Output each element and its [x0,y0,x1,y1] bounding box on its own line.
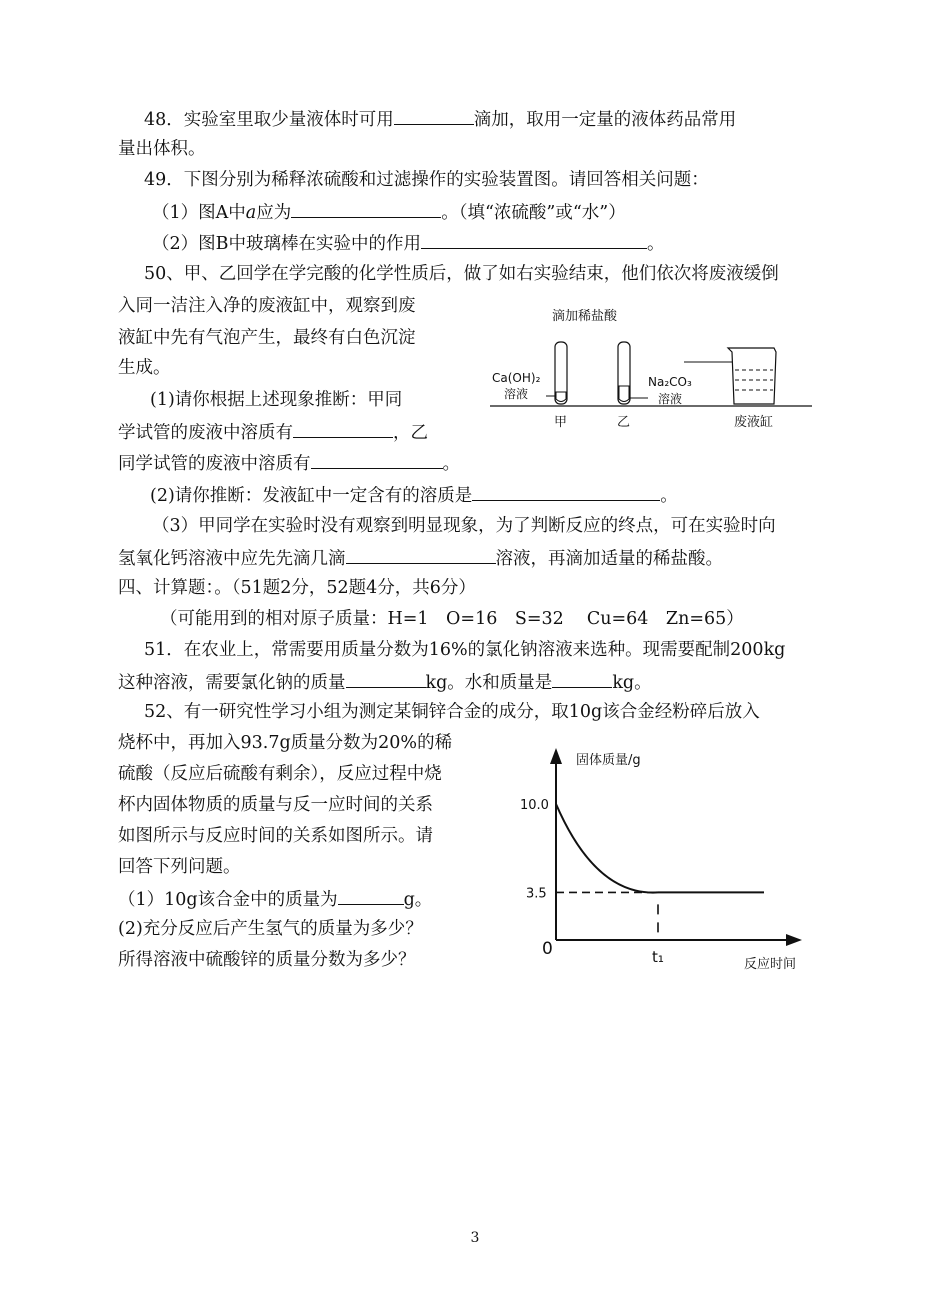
q50-part1-line2: 学试管的废液中溶质有 ，乙 [118,419,428,443]
q48-line2: 量出体积。 [118,139,206,159]
q50-line3: 液缸中先有气泡产生，最终有白色沉淀 [118,328,416,348]
q52-line5: 如图所示与反应时间的关系如图所示。请 [118,826,433,846]
atomic-masses: （可能用到的相对原子质量：H=1 O=16 S=32 Cu=64 Zn=65） [160,609,744,629]
label-na2co3-solution: 溶液 [658,392,683,406]
label-jia: 甲 [554,415,568,430]
solid-mass-vs-time-chart [518,740,818,980]
test-tube-jia [555,342,567,404]
blank [421,230,647,249]
liquid-yi [619,386,629,402]
label-caoh2-solution: 溶液 [504,387,529,401]
q50-apparatus-figure [490,300,820,435]
blank [293,419,393,438]
q48-line1: 48．实验室里取少量液体时可用 滴加，取用一定量的液体药品常用 [144,106,736,130]
q52-part1: （1）10g该合金中的质量为 g。 [118,886,432,910]
q50-part2: (2)请你推断：发液缸中一定含有的溶质是 。 [150,482,678,506]
y-axis-arrow [550,748,562,764]
figure-top-label: 滴加稀盐酸 [552,309,618,324]
origin-label: 0 [542,939,553,959]
blank [346,545,496,564]
q52-part3: 所得溶液中硫酸锌的质量分数为多少？ [118,950,416,970]
q52-part2: (2)充分反应后产生氢气的质量为多少？ [118,919,423,939]
x-axis-arrow [786,934,802,946]
blank [311,450,443,469]
blank [552,669,612,688]
q49-part1: （1）图A中a应为 。（填“浓硫酸”或“水”） [152,199,626,223]
page-number: 3 [470,1230,480,1246]
label-waste-tank: 废液缸 [734,415,774,430]
y-tick-label-3.5: 3.5 [526,886,547,902]
q49-stem: 49．下图分别为稀释浓硫酸和过滤操作的实验装置图。请回答相关问题： [144,170,709,190]
q52-line4: 杯内固体物质的质量与反一应时间的关系 [118,795,433,815]
q50-part3-line2: 氢氧化钙溶液中应先先滴几滴 溶液，再滴加适量的稀盐酸。 [118,545,723,569]
blank [338,886,404,905]
y-tick-label-10: 10.0 [520,798,549,813]
blank [394,106,474,125]
label-yi: 乙 [617,415,631,430]
label-caoh2: Ca(OH)₂ [492,371,541,385]
liquid-jia [556,392,566,402]
blank [472,482,660,501]
y-axis-label: 固体质量/g [576,753,641,768]
q52-line6: 回答下列问题。 [118,857,241,877]
q50-part1-line1: (1)请你根据上述现象推断：甲同 [150,390,403,410]
q52-line1: 52、有一研究性学习小组为测定某铜锌合金的成分，取10g该合金经粉碎后放入 [144,702,760,722]
q51-line2: 这种溶液，需要氯化钠的质量 kg。水和质量是 kg。 [118,669,652,693]
q50-part1-line3: 同学试管的废液中溶质有 。 [118,450,460,474]
q50-line1: 50、甲、乙回学在学完酸的化学性质后，做了如右实验结束，他们依次将废液缓倒 [144,264,779,284]
waste-beaker [728,348,776,404]
q50-line4: 生成。 [118,358,171,378]
q50-line2: 入同一洁注入净的废液缸中，观察到废 [118,296,416,316]
section4-title: 四、计算题：。（51题2分，52题4分，共6分） [118,578,476,598]
q49-part2: （2）图B中玻璃棒在实验中的作用 。 [152,230,665,254]
q51-line1: 51．在农业上，常需要用质量分数为16%的氯化钠溶液来选种。现需要配制200kg [144,640,786,660]
q52-line2: 烧杯中，再加入93.7g质量分数为20%的稀 [118,733,453,753]
x-axis-label: 反应时间 [744,957,797,972]
q52-line3: 硫酸（反应后硫酸有剩余），反应过程中烧 [118,764,442,784]
mass-curve [556,804,658,893]
blank [291,199,441,218]
blank [346,669,426,688]
test-tube-yi [618,342,630,404]
q50-part3-line1: （3）甲同学在实验时没有观察到明显现象，为了判断反应的终点，可在实验时向 [152,516,776,536]
label-na2co3: Na₂CO₃ [648,375,692,389]
x-tick-label-t1: t₁ [652,948,664,966]
